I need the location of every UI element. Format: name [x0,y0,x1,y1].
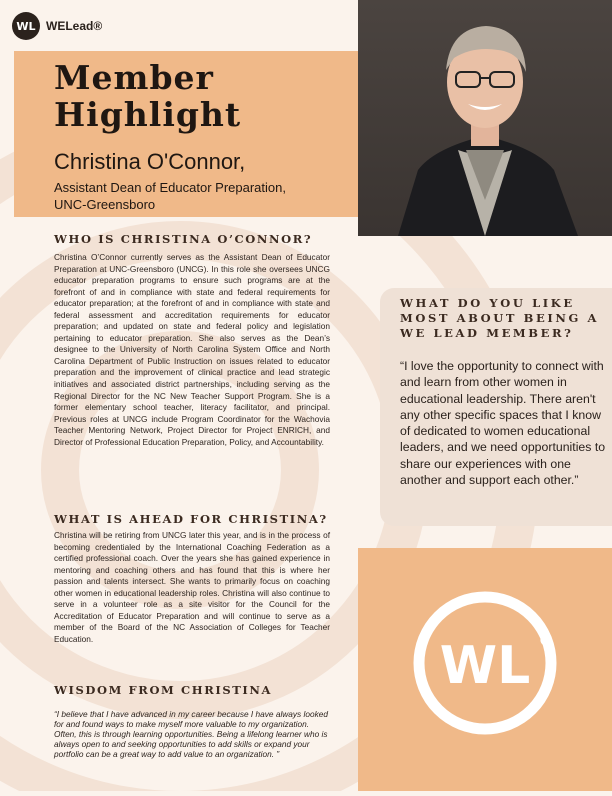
who-body: Christina O’Connor currently serves as the Assistant Dean of Educator Preparation at UNC-Greensboro (UNCG). In this role she oversees UNCG educator preparation programs to ensure such programs are at the forefront of and in compliance with state and federal requirements for educator preparation; at the forefront of and in compliance with state and federal assessment and accreditation requirements for educator preparation; and updated on state and federal policy and legislation pertaining to educator preparation. She also serves as the Dean’s designee to the University of North Carolina System Office and North Carolina Department of Public Instruction on issues related to educator preparation and the improvement of clinical practice and lead strategic initiatives and associated district partnerships, including serving as the Regional Director for the NC New Teacher Support Program. She is a former elementary school teacher, literacy facilitator, and principal. Previous roles at UNCG include Program Coordinator for the Wachovia Teacher Mentoring Network, Project Director for Project ENRICH, and Director of Professional Education Preparation, Policy, and Accountability. [54,252,330,447]
member-quote-panel [380,288,612,526]
logo-wordmark: WELead® [46,19,103,33]
header-logo [12,12,102,40]
member-name: Christina O'Connor, [54,149,246,174]
page-title [54,59,241,133]
brand-logo-panel [358,548,612,791]
wl-logo-icon [358,548,612,791]
who-heading: WHO IS CHRISTINA O’CONNOR? [54,232,313,246]
member-portrait [358,0,612,236]
role-line-2: UNC-Greensboro [54,197,156,212]
wisdom-quote: “I believe that I have advanced in my career because I have always looked for and found ways to make myself more valuable to my organization. Often, this is through learning opportunities. Being a lifelong learner who is always open to and seeking opportunities to add skills or expand your portfolio can be a great way to add value to an organization. ” [54,709,328,759]
title-line-1: Member [54,58,214,97]
member-role [54,179,286,213]
role-line-1: Assistant Dean of Educator Preparation, [54,180,286,195]
wisdom-heading: WISDOM FROM CHRISTINA [54,683,273,697]
ahead-body: Christina will be retiring from UNCG later this year, and is in the process of becoming credentialed by the International Coaching Federation as a certified professional coach. Over the years she has gained experience in mentoring and coaching others and has found that this is where her passion and talents intersect. She wants to primarily focus on coaching other women in educational leadership roles. Christina will also continue to serve in a volunteer role as a site visitor for the Council for the Accreditation of Educator Preparation and will continue to serve as a member of the Board of the NC Association of Colleges for Teacher Education. [54,530,330,644]
logo-mark: WL [12,12,40,40]
ahead-heading: WHAT IS AHEAD FOR CHRISTINA? [54,512,328,526]
sidebar-question: WHAT DO YOU LIKE MOST ABOUT BEING A WE LEAD MEMBER? [400,296,600,340]
wl-logo-text: WL [439,636,531,696]
title-block [14,51,358,217]
sidebar-answer: “I love the opportunity to connect with and learn from other women in educational leadership. There aren't any other specific spaces that I know of dedicated to women educational leaders, and we need opportunities to share our experiences with one another and support each other.” [400,359,606,488]
title-line-2: Highlight [54,95,242,134]
